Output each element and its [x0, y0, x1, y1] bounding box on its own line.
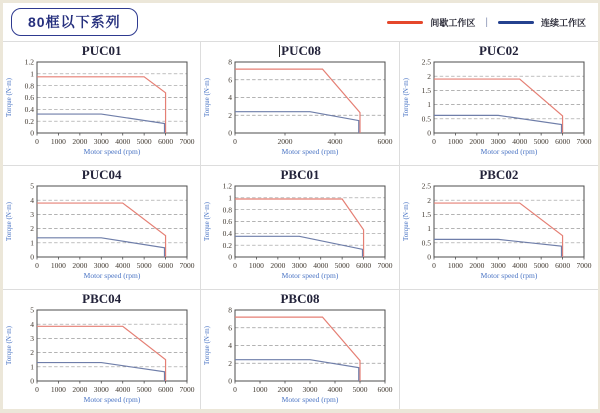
- chart-title-row: [3, 44, 200, 58]
- svg-text:3000: 3000: [292, 261, 308, 270]
- torque-speed-chart-puc01: [3, 58, 200, 161]
- svg-text:Motor speed (rpm): Motor speed (rpm): [83, 147, 141, 156]
- svg-text:5: 5: [30, 182, 35, 191]
- svg-text:4000: 4000: [115, 385, 131, 394]
- continuous-line-swatch: [498, 21, 534, 24]
- svg-text:7000: 7000: [179, 261, 195, 270]
- svg-text:0: 0: [35, 137, 40, 146]
- svg-text:2: 2: [30, 348, 35, 358]
- svg-text:3: 3: [30, 210, 35, 219]
- legend-separator: |: [485, 17, 488, 28]
- svg-text:6000: 6000: [356, 261, 372, 270]
- torque-speed-chart-pbc08: [201, 306, 398, 409]
- svg-text:7000: 7000: [576, 261, 592, 270]
- svg-text:5000: 5000: [136, 261, 152, 270]
- svg-text:0.4: 0.4: [223, 228, 233, 238]
- svg-text:3000: 3000: [491, 137, 507, 146]
- chart-cell-puc01: [3, 42, 201, 166]
- svg-text:0: 0: [233, 261, 238, 270]
- svg-text:4000: 4000: [512, 261, 528, 270]
- svg-text:0: 0: [35, 261, 40, 270]
- svg-text:Motor speed (rpm): Motor speed (rpm): [282, 271, 339, 280]
- svg-text:Motor speed (rpm): Motor speed (rpm): [282, 147, 339, 156]
- svg-text:0: 0: [228, 128, 233, 138]
- svg-text:1000: 1000: [51, 385, 67, 394]
- svg-text:0: 0: [30, 376, 35, 386]
- svg-text:3000: 3000: [302, 385, 318, 394]
- svg-text:0: 0: [35, 385, 40, 394]
- svg-text:0: 0: [228, 376, 233, 386]
- svg-text:Torque (N·m): Torque (N·m): [203, 78, 212, 117]
- intermittent-legend-label: 间歇工作区: [430, 18, 476, 28]
- svg-text:2000: 2000: [72, 385, 88, 394]
- svg-text:0: 0: [233, 137, 238, 146]
- torque-speed-chart-pbc04: [3, 306, 200, 409]
- legend: [387, 16, 586, 29]
- svg-text:0.2: 0.2: [24, 116, 35, 126]
- svg-text:0: 0: [228, 252, 233, 262]
- svg-text:6000: 6000: [158, 261, 174, 270]
- svg-text:4000: 4000: [313, 261, 329, 270]
- svg-text:3000: 3000: [93, 137, 109, 146]
- svg-text:0: 0: [427, 128, 432, 138]
- chart-title-row: [400, 168, 598, 182]
- chart-title: PBC04: [82, 291, 122, 306]
- svg-text:4000: 4000: [115, 137, 131, 146]
- torque-speed-chart-puc04: [3, 182, 200, 285]
- svg-text:0.2: 0.2: [223, 240, 233, 250]
- svg-text:3000: 3000: [93, 385, 109, 394]
- svg-text:0.8: 0.8: [223, 205, 233, 215]
- svg-text:8: 8: [228, 306, 233, 315]
- svg-text:0: 0: [427, 252, 432, 262]
- svg-text:1: 1: [30, 238, 35, 248]
- svg-text:1: 1: [30, 69, 35, 79]
- chart-grid: [3, 41, 598, 410]
- svg-text:6000: 6000: [555, 137, 571, 146]
- svg-text:0: 0: [233, 385, 238, 394]
- intermittent-line-swatch: [387, 21, 423, 24]
- svg-text:6000: 6000: [158, 385, 174, 394]
- chart-title: PBC01: [280, 167, 320, 182]
- chart-title-row: [201, 292, 398, 306]
- chart-cell-puc04: [3, 166, 201, 290]
- svg-text:1: 1: [427, 100, 432, 110]
- chart-title: PUC04: [81, 167, 122, 182]
- svg-text:5000: 5000: [136, 385, 152, 394]
- svg-text:5000: 5000: [335, 261, 351, 270]
- svg-text:2000: 2000: [277, 137, 293, 146]
- svg-text:2.5: 2.5: [421, 58, 432, 67]
- svg-text:1.5: 1.5: [421, 86, 432, 95]
- svg-text:1: 1: [30, 362, 35, 372]
- chart-cell-puc08: [201, 42, 399, 166]
- svg-text:1000: 1000: [51, 137, 67, 146]
- chart-cell-pbc01: [201, 166, 399, 290]
- svg-text:1000: 1000: [448, 137, 464, 146]
- svg-text:0.5: 0.5: [421, 114, 432, 124]
- svg-text:4: 4: [228, 341, 233, 351]
- chart-cell-puc02: [400, 42, 598, 166]
- svg-text:Torque (N·m): Torque (N·m): [402, 78, 411, 117]
- svg-text:1.2: 1.2: [223, 182, 233, 191]
- svg-text:7000: 7000: [179, 385, 195, 394]
- series-badge: 80框以下系列: [11, 8, 138, 36]
- svg-text:3000: 3000: [93, 261, 109, 270]
- torque-speed-chart-puc08: [201, 58, 398, 161]
- svg-text:0.5: 0.5: [421, 238, 432, 248]
- svg-text:5000: 5000: [136, 137, 152, 146]
- empty-cell: [400, 290, 598, 410]
- svg-text:6000: 6000: [377, 137, 393, 146]
- svg-text:Torque (N·m): Torque (N·m): [5, 78, 14, 117]
- header: [3, 3, 598, 41]
- svg-text:6: 6: [228, 75, 233, 85]
- torque-speed-chart-pbc02: [400, 182, 597, 285]
- continuous-legend-label: 连续工作区: [540, 18, 586, 28]
- svg-text:0: 0: [432, 261, 437, 270]
- svg-text:7000: 7000: [576, 137, 592, 146]
- svg-text:2000: 2000: [469, 137, 485, 146]
- chart-title-row: [3, 168, 200, 182]
- svg-text:0: 0: [30, 128, 35, 138]
- chart-cell-pbc08: [201, 290, 399, 410]
- svg-text:5000: 5000: [533, 137, 549, 146]
- svg-text:1000: 1000: [252, 385, 268, 394]
- svg-text:6000: 6000: [555, 261, 571, 270]
- chart-title: PBC02: [479, 167, 519, 182]
- svg-text:2: 2: [228, 358, 233, 368]
- chart-title: PUC08: [281, 43, 321, 58]
- svg-text:1.2: 1.2: [24, 58, 35, 67]
- svg-text:1: 1: [228, 193, 233, 203]
- svg-text:2: 2: [427, 71, 432, 81]
- svg-text:4000: 4000: [327, 385, 343, 394]
- svg-text:0.4: 0.4: [24, 104, 35, 114]
- svg-text:Torque (N·m): Torque (N·m): [203, 326, 212, 365]
- svg-text:Motor speed (rpm): Motor speed (rpm): [83, 271, 141, 280]
- svg-text:6: 6: [228, 323, 233, 333]
- svg-text:4: 4: [30, 319, 35, 329]
- svg-text:0.6: 0.6: [223, 217, 233, 227]
- svg-text:Motor speed (rpm): Motor speed (rpm): [480, 147, 538, 156]
- svg-text:Torque (N·m): Torque (N·m): [5, 202, 14, 241]
- svg-text:0: 0: [432, 137, 437, 146]
- svg-text:4: 4: [30, 195, 35, 205]
- svg-text:8: 8: [228, 58, 233, 67]
- text-cursor: [279, 45, 280, 57]
- svg-text:2000: 2000: [72, 137, 88, 146]
- svg-text:1000: 1000: [448, 261, 464, 270]
- svg-text:1: 1: [427, 224, 432, 234]
- svg-text:Torque (N·m): Torque (N·m): [5, 326, 14, 365]
- svg-text:2000: 2000: [72, 261, 88, 270]
- chart-title-row: [201, 44, 398, 58]
- torque-speed-chart-pbc01: [201, 182, 398, 285]
- svg-text:Motor speed (rpm): Motor speed (rpm): [83, 395, 141, 404]
- chart-title-row: [3, 292, 200, 306]
- svg-text:3: 3: [30, 334, 35, 343]
- svg-text:Motor speed (rpm): Motor speed (rpm): [282, 395, 339, 404]
- svg-text:1000: 1000: [51, 261, 67, 270]
- svg-text:6000: 6000: [158, 137, 174, 146]
- svg-text:0.6: 0.6: [24, 93, 35, 103]
- chart-title: PUC02: [478, 43, 519, 58]
- svg-text:5000: 5000: [352, 385, 368, 394]
- chart-title-row: [400, 44, 598, 58]
- chart-title: PBC08: [280, 291, 320, 306]
- torque-speed-chart-puc02: [400, 58, 597, 161]
- svg-text:7000: 7000: [377, 261, 393, 270]
- svg-text:1.5: 1.5: [421, 210, 432, 219]
- svg-text:0.8: 0.8: [24, 81, 35, 91]
- chart-title: PUC01: [81, 43, 122, 58]
- svg-text:4000: 4000: [115, 261, 131, 270]
- svg-text:3000: 3000: [491, 261, 507, 270]
- svg-text:2: 2: [228, 110, 233, 120]
- svg-text:4000: 4000: [327, 137, 343, 146]
- svg-text:0: 0: [30, 252, 35, 262]
- chart-cell-pbc04: [3, 290, 201, 410]
- svg-text:4: 4: [228, 93, 233, 103]
- svg-text:2: 2: [30, 224, 35, 234]
- svg-text:Torque (N·m): Torque (N·m): [203, 202, 212, 241]
- svg-text:Motor speed (rpm): Motor speed (rpm): [480, 271, 538, 280]
- svg-text:1000: 1000: [249, 261, 265, 270]
- svg-text:2.5: 2.5: [421, 182, 432, 191]
- svg-text:2000: 2000: [469, 261, 485, 270]
- svg-text:2000: 2000: [277, 385, 293, 394]
- svg-text:2000: 2000: [270, 261, 286, 270]
- svg-text:7000: 7000: [179, 137, 195, 146]
- svg-text:5000: 5000: [533, 261, 549, 270]
- chart-title-row: [201, 168, 398, 182]
- svg-text:5: 5: [30, 306, 35, 315]
- chart-cell-pbc02: [400, 166, 598, 290]
- svg-text:2: 2: [427, 195, 432, 205]
- svg-text:4000: 4000: [512, 137, 528, 146]
- svg-text:6000: 6000: [377, 385, 393, 394]
- svg-text:Torque (N·m): Torque (N·m): [402, 202, 411, 241]
